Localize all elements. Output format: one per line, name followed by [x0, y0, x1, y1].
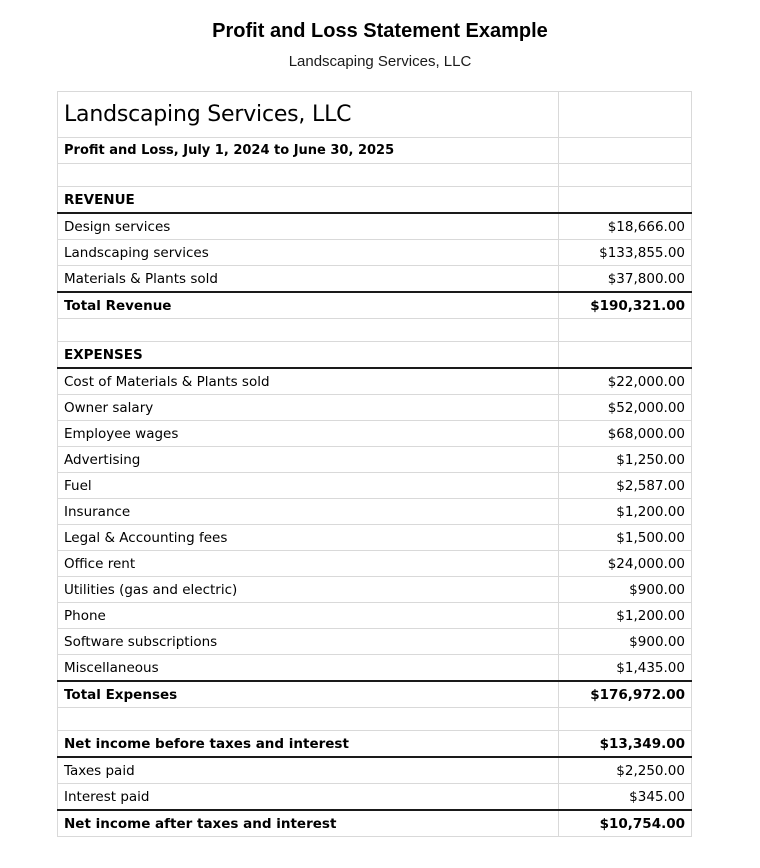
- table-row: [58, 368, 692, 395]
- table-row-expenses-heading: [58, 342, 692, 369]
- table-row-spacer-2: [58, 319, 692, 342]
- expense-item-amount: $900.00: [559, 577, 692, 603]
- expense-item-amount: $1,435.00: [559, 655, 692, 682]
- revenue-heading-amount-cell: [559, 187, 692, 214]
- expense-item-label: Cost of Materials & Plants sold: [58, 368, 559, 395]
- taxes-paid-amount: $2,250.00: [559, 757, 692, 784]
- taxes-paid-label: Taxes paid: [58, 757, 559, 784]
- table-row: [58, 421, 692, 447]
- revenue-item-amount: $37,800.00: [559, 266, 692, 293]
- table-row: [58, 525, 692, 551]
- spacer-amount-cell: [559, 164, 692, 187]
- total-expenses-label: Total Expenses: [58, 681, 559, 708]
- expense-item-amount: $1,200.00: [559, 603, 692, 629]
- spacer-label-cell: [58, 319, 559, 342]
- expense-item-amount: $52,000.00: [559, 395, 692, 421]
- table-row: [58, 240, 692, 266]
- interest-paid-label: Interest paid: [58, 784, 559, 811]
- expense-item-amount: $2,587.00: [559, 473, 692, 499]
- spacer-label-cell: [58, 164, 559, 187]
- profit-loss-table-container: [57, 91, 691, 837]
- expense-item-label: Office rent: [58, 551, 559, 577]
- expense-item-label: Legal & Accounting fees: [58, 525, 559, 551]
- expense-item-amount: $900.00: [559, 629, 692, 655]
- period-cell: Profit and Loss, July 1, 2024 to June 30, 2025: [58, 138, 559, 164]
- table-row-period: [58, 138, 692, 164]
- revenue-item-label: Landscaping services: [58, 240, 559, 266]
- spacer-amount-cell: [559, 708, 692, 731]
- profit-loss-table: [57, 91, 692, 837]
- expense-item-amount: $68,000.00: [559, 421, 692, 447]
- table-row-total-revenue: [58, 292, 692, 319]
- table-row: [58, 784, 692, 811]
- expense-item-label: Utilities (gas and electric): [58, 577, 559, 603]
- expenses-heading-amount-cell: [559, 342, 692, 369]
- company-name-cell: Landscaping Services, LLC: [58, 92, 559, 138]
- page-subtitle: Landscaping Services, LLC: [288, 53, 472, 70]
- expense-item-label: Employee wages: [58, 421, 559, 447]
- total-expenses-amount: $176,972.00: [559, 681, 692, 708]
- spacer-label-cell: [58, 708, 559, 731]
- table-row: [58, 655, 692, 682]
- table-row-spacer-3: [58, 708, 692, 731]
- table-row-total-expenses: [58, 681, 692, 708]
- revenue-item-amount: $18,666.00: [559, 213, 692, 240]
- revenue-item-amount: $133,855.00: [559, 240, 692, 266]
- table-row: [58, 447, 692, 473]
- expense-item-label: Phone: [58, 603, 559, 629]
- period-amount-cell: [559, 138, 692, 164]
- table-row: [58, 603, 692, 629]
- revenue-item-label: Design services: [58, 213, 559, 240]
- expense-item-amount: $1,500.00: [559, 525, 692, 551]
- expense-item-label: Miscellaneous: [58, 655, 559, 682]
- revenue-heading-cell: REVENUE: [58, 187, 559, 214]
- table-row: [58, 395, 692, 421]
- table-row: [58, 266, 692, 293]
- expense-item-amount: $24,000.00: [559, 551, 692, 577]
- total-revenue-label: Total Revenue: [58, 292, 559, 319]
- expense-item-label: Fuel: [58, 473, 559, 499]
- expense-item-amount: $1,250.00: [559, 447, 692, 473]
- table-row: [58, 551, 692, 577]
- expense-item-label: Advertising: [58, 447, 559, 473]
- table-row: [58, 757, 692, 784]
- interest-paid-amount: $345.00: [559, 784, 692, 811]
- table-row: [58, 213, 692, 240]
- net-income-before-label: Net income before taxes and interest: [58, 731, 559, 758]
- table-row-spacer-1: [58, 164, 692, 187]
- table-row-net-income-after: [58, 810, 692, 837]
- expense-item-label: Owner salary: [58, 395, 559, 421]
- table-row-net-income-before: [58, 731, 692, 758]
- expense-item-amount: $1,200.00: [559, 499, 692, 525]
- expense-item-amount: $22,000.00: [559, 368, 692, 395]
- table-row: [58, 499, 692, 525]
- page-title: Profit and Loss Statement Example: [212, 20, 548, 42]
- revenue-item-label: Materials & Plants sold: [58, 266, 559, 293]
- table-row: [58, 473, 692, 499]
- table-row-company: [58, 92, 692, 138]
- table-row: [58, 577, 692, 603]
- net-income-after-amount: $10,754.00: [559, 810, 692, 837]
- expense-item-label: Software subscriptions: [58, 629, 559, 655]
- company-name-amount-cell: [559, 92, 692, 138]
- total-revenue-amount: $190,321.00: [559, 292, 692, 319]
- table-row: [58, 629, 692, 655]
- spacer-amount-cell: [559, 319, 692, 342]
- net-income-before-amount: $13,349.00: [559, 731, 692, 758]
- net-income-after-label: Net income after taxes and interest: [58, 810, 559, 837]
- expenses-heading-cell: EXPENSES: [58, 342, 559, 369]
- table-row-revenue-heading: [58, 187, 692, 214]
- expense-item-label: Insurance: [58, 499, 559, 525]
